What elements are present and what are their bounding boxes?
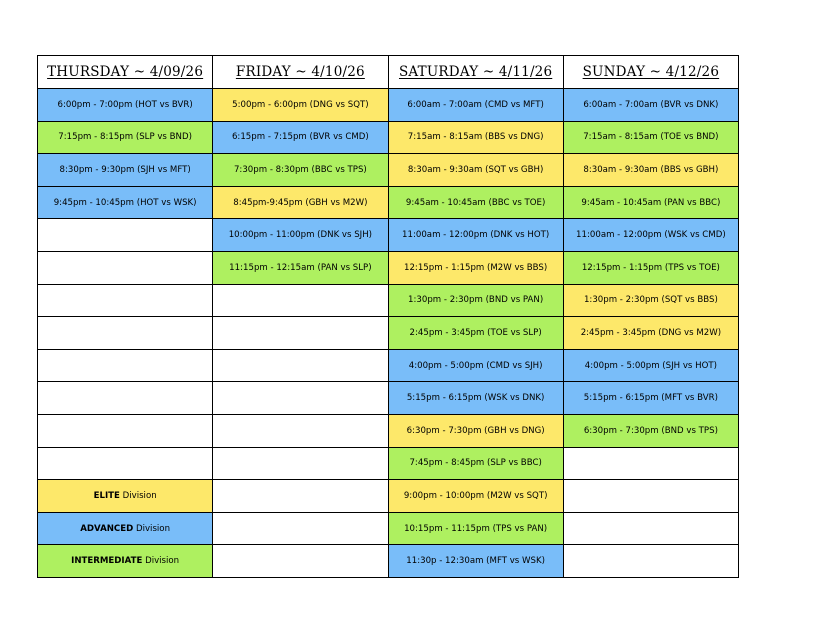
table-row	[38, 349, 739, 382]
empty-slot	[213, 414, 388, 447]
empty-slot	[38, 317, 213, 350]
empty-slot	[213, 382, 388, 415]
game-slot-sunday: 9:45am - 10:45am (PAN vs BBC)	[563, 186, 738, 219]
legend-division-name: ADVANCED	[80, 523, 134, 534]
schedule-body	[38, 89, 739, 578]
game-slot-saturday: 11:30p - 12:30am (MFT vs WSK)	[388, 545, 563, 578]
table-row	[38, 447, 739, 480]
game-slot-sunday: 12:15pm - 1:15pm (TPS vs TOE)	[563, 251, 738, 284]
header-thursday: THURSDAY ~ 4/09/26	[38, 56, 213, 89]
empty-slot	[563, 447, 738, 480]
game-slot-thursday: 8:30pm - 9:30pm (SJH vs MFT)	[38, 154, 213, 187]
legend-division-name: INTERMEDIATE	[71, 556, 143, 567]
legend-division-name: ELITE	[93, 490, 120, 501]
legend-division-suffix: Division	[119, 490, 157, 501]
game-slot-friday: 11:15pm - 12:15am (PAN vs SLP)	[213, 251, 388, 284]
empty-slot	[213, 512, 388, 545]
game-slot-sunday: 6:00am - 7:00am (BVR vs DNK)	[563, 89, 738, 122]
game-slot-saturday: 5:15pm - 6:15pm (WSK vs DNK)	[388, 382, 563, 415]
game-slot-saturday: 12:15pm - 1:15pm (M2W vs BBS)	[388, 251, 563, 284]
table-row	[38, 186, 739, 219]
game-slot-saturday: 6:00am - 7:00am (CMD vs MFT)	[388, 89, 563, 122]
table-row	[38, 414, 739, 447]
game-slot-friday: 6:15pm - 7:15pm (BVR vs CMD)	[213, 121, 388, 154]
game-slot-saturday: 10:15pm - 11:15pm (TPS vs PAN)	[388, 512, 563, 545]
legend-advanced	[38, 512, 213, 545]
empty-slot	[213, 317, 388, 350]
game-slot-saturday: 7:15am - 8:15am (BBS vs DNG)	[388, 121, 563, 154]
table-row	[38, 545, 739, 578]
empty-slot	[38, 349, 213, 382]
empty-slot	[563, 545, 738, 578]
game-slot-saturday: 11:00am - 12:00pm (DNK vs HOT)	[388, 219, 563, 252]
game-slot-saturday: 9:45am - 10:45am (BBC vs TOE)	[388, 186, 563, 219]
game-slot-friday: 5:00pm - 6:00pm (DNG vs SQT)	[213, 89, 388, 122]
table-row	[38, 284, 739, 317]
schedule-table	[37, 55, 739, 578]
header-sunday: SUNDAY ~ 4/12/26	[563, 56, 738, 89]
empty-slot	[38, 382, 213, 415]
game-slot-saturday: 1:30pm - 2:30pm (BND vs PAN)	[388, 284, 563, 317]
legend-division-suffix: Division	[133, 523, 171, 534]
table-row	[38, 154, 739, 187]
table-row	[38, 480, 739, 513]
empty-slot	[213, 349, 388, 382]
game-slot-saturday: 9:00pm - 10:00pm (M2W vs SQT)	[388, 480, 563, 513]
game-slot-sunday: 11:00am - 12:00pm (WSK vs CMD)	[563, 219, 738, 252]
empty-slot	[38, 251, 213, 284]
table-row	[38, 382, 739, 415]
header-row	[38, 56, 739, 89]
empty-slot	[213, 545, 388, 578]
game-slot-saturday: 2:45pm - 3:45pm (TOE vs SLP)	[388, 317, 563, 350]
legend-intermediate	[38, 545, 213, 578]
empty-slot	[38, 219, 213, 252]
game-slot-saturday: 4:00pm - 5:00pm (CMD vs SJH)	[388, 349, 563, 382]
table-row	[38, 219, 739, 252]
game-slot-friday: 7:30pm - 8:30pm (BBC vs TPS)	[213, 154, 388, 187]
empty-slot	[38, 447, 213, 480]
game-slot-sunday: 8:30am - 9:30am (BBS vs GBH)	[563, 154, 738, 187]
legend-division-suffix: Division	[142, 556, 180, 567]
empty-slot	[563, 512, 738, 545]
table-row	[38, 512, 739, 545]
empty-slot	[38, 284, 213, 317]
table-row	[38, 89, 739, 122]
game-slot-saturday: 6:30pm - 7:30pm (GBH vs DNG)	[388, 414, 563, 447]
empty-slot	[213, 480, 388, 513]
header-friday: FRIDAY ~ 4/10/26	[213, 56, 388, 89]
empty-slot	[38, 414, 213, 447]
game-slot-sunday: 7:15am - 8:15am (TOE vs BND)	[563, 121, 738, 154]
game-slot-sunday: 4:00pm - 5:00pm (SJH vs HOT)	[563, 349, 738, 382]
legend-elite	[38, 480, 213, 513]
table-row	[38, 121, 739, 154]
game-slot-sunday: 6:30pm - 7:30pm (BND vs TPS)	[563, 414, 738, 447]
empty-slot	[563, 480, 738, 513]
game-slot-saturday: 8:30am - 9:30am (SQT vs GBH)	[388, 154, 563, 187]
game-slot-thursday: 9:45pm - 10:45pm (HOT vs WSK)	[38, 186, 213, 219]
table-row	[38, 251, 739, 284]
empty-slot	[213, 284, 388, 317]
game-slot-saturday: 7:45pm - 8:45pm (SLP vs BBC)	[388, 447, 563, 480]
game-slot-thursday: 7:15pm - 8:15pm (SLP vs BND)	[38, 121, 213, 154]
header-saturday: SATURDAY ~ 4/11/26	[388, 56, 563, 89]
empty-slot	[213, 447, 388, 480]
game-slot-sunday: 1:30pm - 2:30pm (SQT vs BBS)	[563, 284, 738, 317]
game-slot-thursday: 6:00pm - 7:00pm (HOT vs BVR)	[38, 89, 213, 122]
game-slot-sunday: 2:45pm - 3:45pm (DNG vs M2W)	[563, 317, 738, 350]
game-slot-friday: 8:45pm-9:45pm (GBH vs M2W)	[213, 186, 388, 219]
game-slot-sunday: 5:15pm - 6:15pm (MFT vs BVR)	[563, 382, 738, 415]
table-row	[38, 317, 739, 350]
game-slot-friday: 10:00pm - 11:00pm (DNK vs SJH)	[213, 219, 388, 252]
